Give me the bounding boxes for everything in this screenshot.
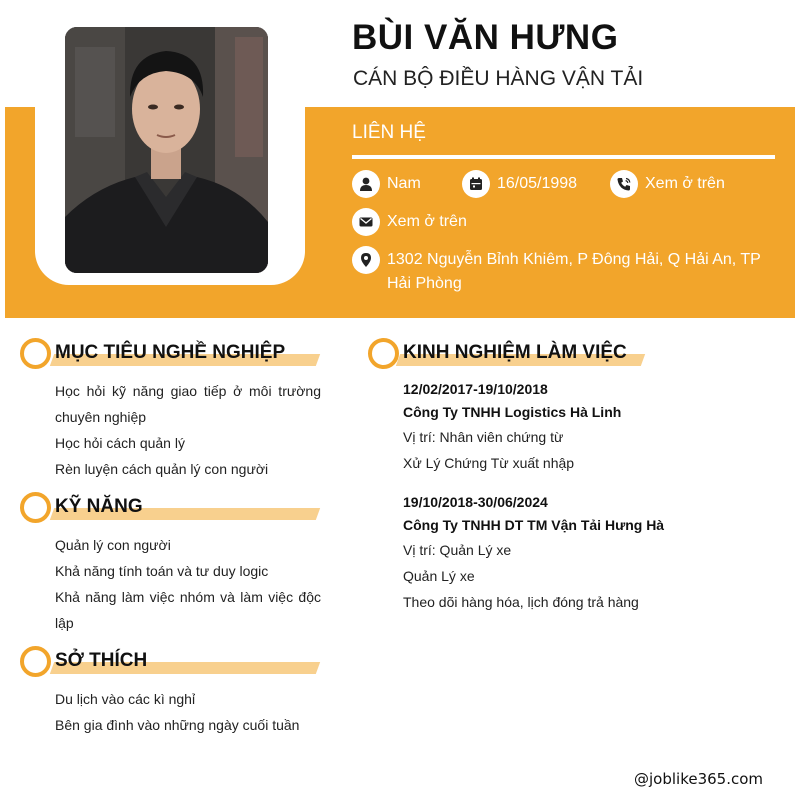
job-period: 19/10/2018-30/06/2024 [403, 494, 548, 510]
contact-birthday: 16/05/1998 [497, 175, 578, 192]
contact-heading: LIÊN HỆ [352, 122, 426, 143]
objective-line: Học hỏi cách quản lý [55, 435, 185, 451]
job-company: Công Ty TNHH DT TM Vận Tải Hưng Hà [403, 517, 665, 533]
objective-line: Học hỏi kỹ năng giao tiếp ở môi trường [55, 383, 321, 399]
candidate-role: CÁN BỘ ĐIỀU HÀNG VẬN TẢI [353, 67, 644, 90]
contact-gender: Nam [387, 175, 421, 192]
contact-phone: Xem ở trên [645, 175, 725, 192]
skills-heading: KỸ NĂNG [55, 496, 143, 517]
skills-heading-ring [20, 492, 51, 523]
location-pin-icon [352, 246, 380, 274]
skill-line: lập [55, 615, 74, 631]
skill-line: Quản lý con người [55, 537, 171, 553]
objective-heading: MỤC TIÊU NGHỀ NGHIỆP [55, 342, 286, 363]
profile-photo [65, 27, 268, 273]
contact-address-line2: Hải Phòng [387, 275, 462, 292]
job-period: 12/02/2017-19/10/2018 [403, 381, 548, 397]
job-position: Vị trí: Nhân viên chứng từ [403, 429, 564, 445]
job-company: Công Ty TNHH Logistics Hà Linh [403, 404, 622, 420]
hobby-line: Du lịch vào các kì nghỉ [55, 691, 196, 707]
skill-line: Khả năng làm việc nhóm và làm việc độc [55, 589, 321, 605]
objective-line: Rèn luyện cách quản lý con người [55, 461, 269, 477]
person-icon [352, 170, 380, 198]
objective-heading-ring [20, 338, 51, 369]
job-detail: Xử Lý Chứng Từ xuất nhập [403, 455, 575, 471]
contact-divider [352, 155, 775, 159]
contact-email: Xem ở trên [387, 213, 467, 230]
experience-heading: KINH NGHIỆM LÀM VIỆC [403, 342, 627, 363]
skill-line: Khả năng tính toán và tư duy logic [55, 563, 269, 579]
hobbies-heading: SỞ THÍCH [55, 650, 148, 671]
job-position: Vị trí: Quản Lý xe [403, 542, 512, 558]
mail-icon [352, 208, 380, 236]
hobbies-heading-ring [20, 646, 51, 677]
job-detail: Quản Lý xe [403, 568, 475, 584]
objective-line: chuyên nghiệp [55, 409, 147, 425]
job-detail: Theo dõi hàng hóa, lịch đóng trả hàng [403, 594, 639, 610]
experience-heading-ring [368, 338, 399, 369]
contact-address-line1: 1302 Nguyễn Bỉnh Khiêm, P Đông Hải, Q Hải An, TP [387, 251, 761, 268]
calendar-icon [462, 170, 490, 198]
site-watermark: @joblike365.com [634, 770, 764, 788]
hobby-line: Bên gia đình vào những ngày cuối tuần [55, 717, 300, 733]
phone-icon [610, 170, 638, 198]
candidate-name: BÙI VĂN HƯNG [352, 18, 619, 57]
